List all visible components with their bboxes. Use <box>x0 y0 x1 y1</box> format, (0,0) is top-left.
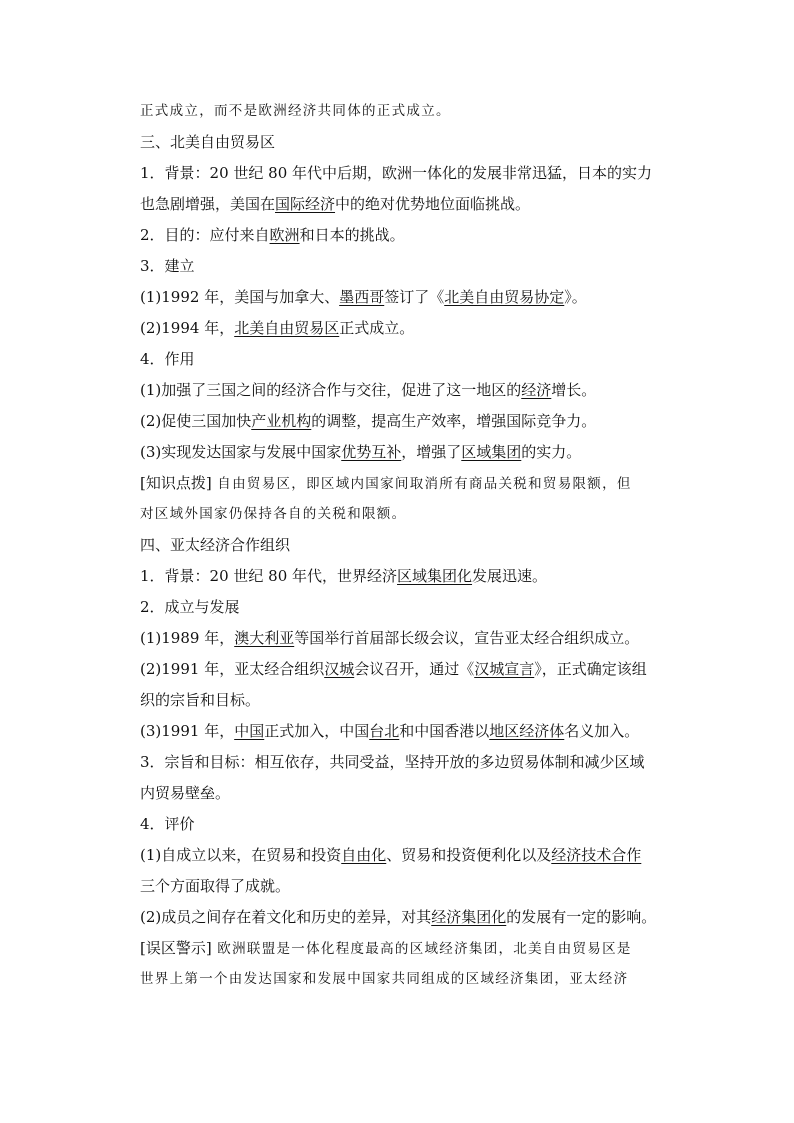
underlined-term: 汉城宣言 <box>474 660 535 678</box>
text-segment: 正式加入，中国 <box>264 722 370 740</box>
text-segment: ，增强了 <box>401 443 462 461</box>
text-line <box>140 189 680 220</box>
text-line <box>140 251 680 282</box>
underlined-term: 地区经济体 <box>489 722 565 740</box>
text-segment: 四、亚太经济合作组织 <box>140 536 291 554</box>
text-segment: 》。 <box>564 288 587 306</box>
text-segment: 内贸易壁垒。 <box>140 784 231 802</box>
text-segment: 也急剧增强，美国在 <box>140 195 276 213</box>
text-segment: (2)1994 年， <box>140 319 235 337</box>
underlined-term: 澳大利亚 <box>234 629 295 647</box>
underlined-term: 区域集团化 <box>397 567 473 585</box>
text-segment: 正式成立，而不是欧洲经济共同体的正式成立。 <box>140 103 451 119</box>
text-line <box>140 840 680 871</box>
text-segment: 欧洲联盟是一体化程度最高的区域经济集团，北美自由贸易区是 <box>211 941 632 957</box>
underlined-term: 北美自由贸易区 <box>234 319 340 337</box>
underlined-term: 经济技术合作 <box>551 846 642 864</box>
text-segment: 中的绝对优势地位面临挑战。 <box>335 195 531 213</box>
underlined-term: 经济 <box>521 381 552 399</box>
text-segment: (1)1992 年，美国与加拿大、 <box>140 288 340 306</box>
underlined-term: 经济集团化 <box>431 908 507 926</box>
underlined-term: 欧洲 <box>269 226 300 244</box>
text-segment: 2．成立与发展 <box>140 598 240 616</box>
text-line <box>140 592 680 623</box>
text-segment: (2)促使三国加快 <box>140 412 252 430</box>
text-line <box>140 158 680 189</box>
text-segment: (3)实现发达国家与发展中国家 <box>140 443 342 461</box>
underlined-term: 中国 <box>234 722 265 740</box>
text-line <box>140 127 680 158</box>
underlined-term: 台北 <box>369 722 400 740</box>
text-line <box>140 313 680 344</box>
text-segment: 1．背景：20 世纪 80 年代，世界经济 <box>140 567 398 585</box>
text-segment: 4．评价 <box>140 815 195 833</box>
text-segment: (2)1991 年，亚太经合组织 <box>140 660 325 678</box>
text-segment: (1)1989 年， <box>140 629 235 647</box>
text-line <box>140 747 680 778</box>
text-line <box>140 809 680 840</box>
text-line <box>140 375 680 406</box>
text-segment: 等国举行首届部长级会议，宣告亚太经合组织成立。 <box>294 629 640 647</box>
underlined-term: 区域集团 <box>461 443 522 461</box>
text-segment: 自由贸易区，即区域内国家间取消所有商品关税和贸易限额，但 <box>211 476 632 492</box>
text-line <box>140 871 680 902</box>
text-segment: 的调整，提高生产效率，增强国际竞争力。 <box>311 412 597 430</box>
text-line <box>140 344 680 375</box>
text-segment: 对区域外国家仍保持各自的关税和限额。 <box>140 506 407 522</box>
text-line <box>140 716 680 747</box>
text-segment: 3．建立 <box>140 257 195 275</box>
text-line <box>140 406 680 437</box>
text-segment: 正式成立。 <box>339 319 415 337</box>
text-segment: 的发展有一定的影响。 <box>506 908 657 926</box>
underlined-term: 优势互补 <box>341 443 402 461</box>
underlined-term: 汉城 <box>324 660 355 678</box>
text-line <box>140 902 680 933</box>
document-body <box>140 96 680 995</box>
text-line <box>140 468 680 499</box>
text-segment: (2)成员之间存在着文化和历史的差异，对其 <box>140 908 432 926</box>
text-line <box>140 282 680 313</box>
text-segment: 三、北美自由贸易区 <box>140 133 276 151</box>
text-segment: 和日本的挑战。 <box>299 226 405 244</box>
text-segment: 织的宗旨和目标。 <box>140 691 261 709</box>
text-segment: 和中国香港以 <box>399 722 490 740</box>
text-segment: 三个方面取得了成就。 <box>140 877 291 895</box>
text-segment: 签订了《 <box>384 288 445 306</box>
text-line <box>140 964 680 995</box>
text-segment: 》，正式确定该组 <box>534 660 647 678</box>
text-line <box>140 561 680 592</box>
text-line <box>140 96 680 127</box>
underlined-term: 自由化 <box>341 846 387 864</box>
text-segment: 会议召开，通过《 <box>354 660 475 678</box>
text-segment: (1)加强了三国之间的经济合作与交往，促进了这一地区的 <box>140 381 522 399</box>
text-line <box>140 530 680 561</box>
text-segment: 、贸易和投资便利化以及 <box>386 846 552 864</box>
text-segment: 增长。 <box>551 381 597 399</box>
text-segment: [误区警示] <box>140 939 212 957</box>
text-line <box>140 499 680 530</box>
text-segment: 2．目的：应付来自 <box>140 226 270 244</box>
text-line <box>140 220 680 251</box>
text-segment: (3)1991 年， <box>140 722 235 740</box>
text-segment: 的实力。 <box>521 443 582 461</box>
text-segment: 世界上第一个由发达国家和发展中国家共同组成的区域经济集团，亚太经济 <box>140 971 629 987</box>
text-line <box>140 933 680 964</box>
text-segment: 4．作用 <box>140 350 195 368</box>
text-segment: 发展迅速。 <box>472 567 548 585</box>
text-line <box>140 778 680 809</box>
text-segment: 3．宗旨和目标：相互依存，共同受益，坚持开放的多边贸易体制和减少区域 <box>140 753 645 771</box>
text-line <box>140 437 680 468</box>
text-segment: (1)自成立以来，在贸易和投资 <box>140 846 342 864</box>
text-line <box>140 654 680 685</box>
text-segment: 1．背景：20 世纪 80 年代中后期，欧洲一体化的发展非常迅猛，日本的实力 <box>140 164 653 182</box>
text-segment: [知识点拨] <box>140 474 212 492</box>
text-segment: 名义加入。 <box>564 722 640 740</box>
underlined-term: 墨西哥 <box>339 288 385 306</box>
text-line <box>140 685 680 716</box>
underlined-term: 国际经济 <box>275 195 336 213</box>
underlined-term: 北美自由贸易协定 <box>444 288 565 306</box>
text-line <box>140 623 680 654</box>
underlined-term: 产业机构 <box>251 412 312 430</box>
